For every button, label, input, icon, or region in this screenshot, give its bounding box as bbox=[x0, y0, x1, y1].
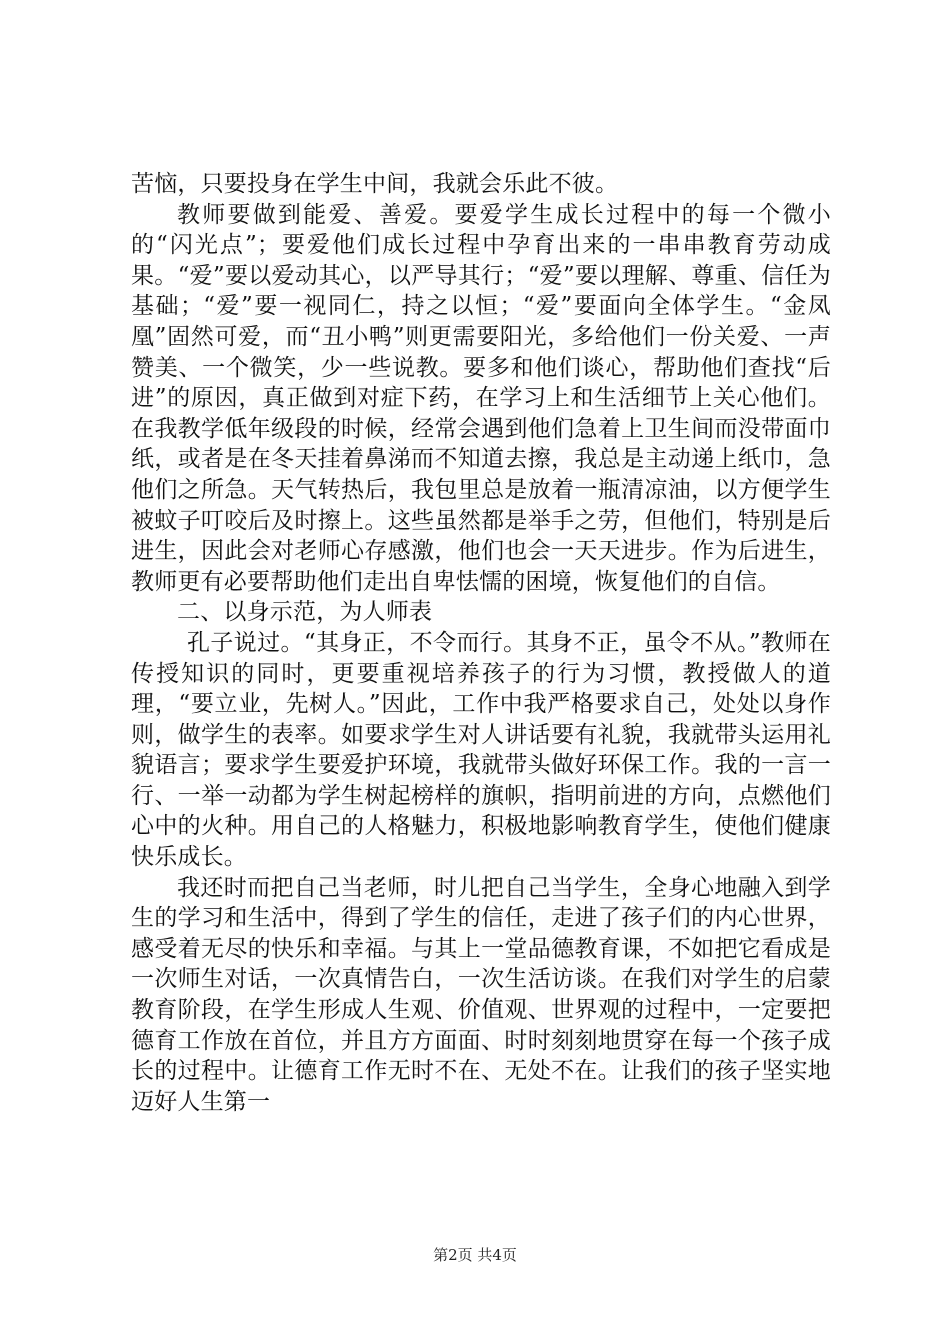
section-heading: 二、以身示范，为人师表 bbox=[177, 599, 433, 626]
paragraph-continuation: 苦恼，只要投身在学生中间，我就会乐此不彼。 bbox=[131, 171, 619, 197]
page-number-footer: 第2页 共4页 bbox=[433, 1246, 517, 1264]
paragraph-lead-by-example: 孔子说过。“其身正，不令而行。其身不正，虽令不从。”教师在传授知识的同时，更要重视培养孩子的行为习惯，教授做人的道理，“要立业，先树人。”因此，工作中我严格要求自己，处处以身作则，做学生的表率。如要求学生对人讲话要有礼貌，我就带头运用礼貌语言；要求学生要爱护环境，我就带头做好环保工作。我的一言一行、一举一动都为学生树起榜样的旗帜，指明前进的方向，点燃他们心中的火种。用自己的人格魅力，积极地影响教育学生，使他们健康快乐成长。 bbox=[131, 629, 831, 871]
paragraph-teacher-and-student: 我还时而把自己当老师，时儿把自己当学生，全身心地融入到学生的学习和生活中，得到了学生的信任，走进了孩子们的内心世界，感受着无尽的快乐和幸福。与其上一堂品德教育课，不如把它看成是一次师生对话，一次真情告白，一次生活访谈。在我们对学生的启蒙教育阶段，在学生形成人生观、价值观、世界观的过程中，一定要把德育工作放在首位，并且方方面面、时时刻刻地贯穿在每一个孩子成长的过程中。让德育工作无时不在、无处不在。让我们的孩子坚实地迈好人生第一 bbox=[131, 874, 831, 1115]
document-body bbox=[131, 169, 831, 1117]
paragraph-love-students: 教师要做到能爱、善爱。要爱学生成长过程中的每一个微小的“闪光点”；要爱他们成长过程中孕育出来的一串串教育劳动成果。“爱”要以爱动其心，以严导其行；“爱”要以理解、尊重、信任为基础；“爱”要一视同仁，持之以恒；“爱”要面向全体学生。“金凤凰”固然可爱，而“丑小鸭”则更需要阳光，多给他们一份关爱、一声赞美、一个微笑，少一些说教。要多和他们谈心，帮助他们查找“后进”的原因，真正做到对症下药，在学习上和生活细节上关心他们。在我教学低年级段的时候，经常会遇到他们急着上卫生间而没带面巾纸，或者是在冬天挂着鼻涕而不知道去擦，我总是主动递上纸巾，急他们之所急。天气转热后，我包里总是放着一瓶清凉油，以方便学生被蚊子叮咬后及时擦上。这些虽然都是举手之劳，但他们，特别是后进生，因此会对老师心存感激，他们也会一天天进步。作为后进生，教师更有必要帮助他们走出自卑怯懦的困境，恢复他们的自信。 bbox=[131, 201, 831, 595]
